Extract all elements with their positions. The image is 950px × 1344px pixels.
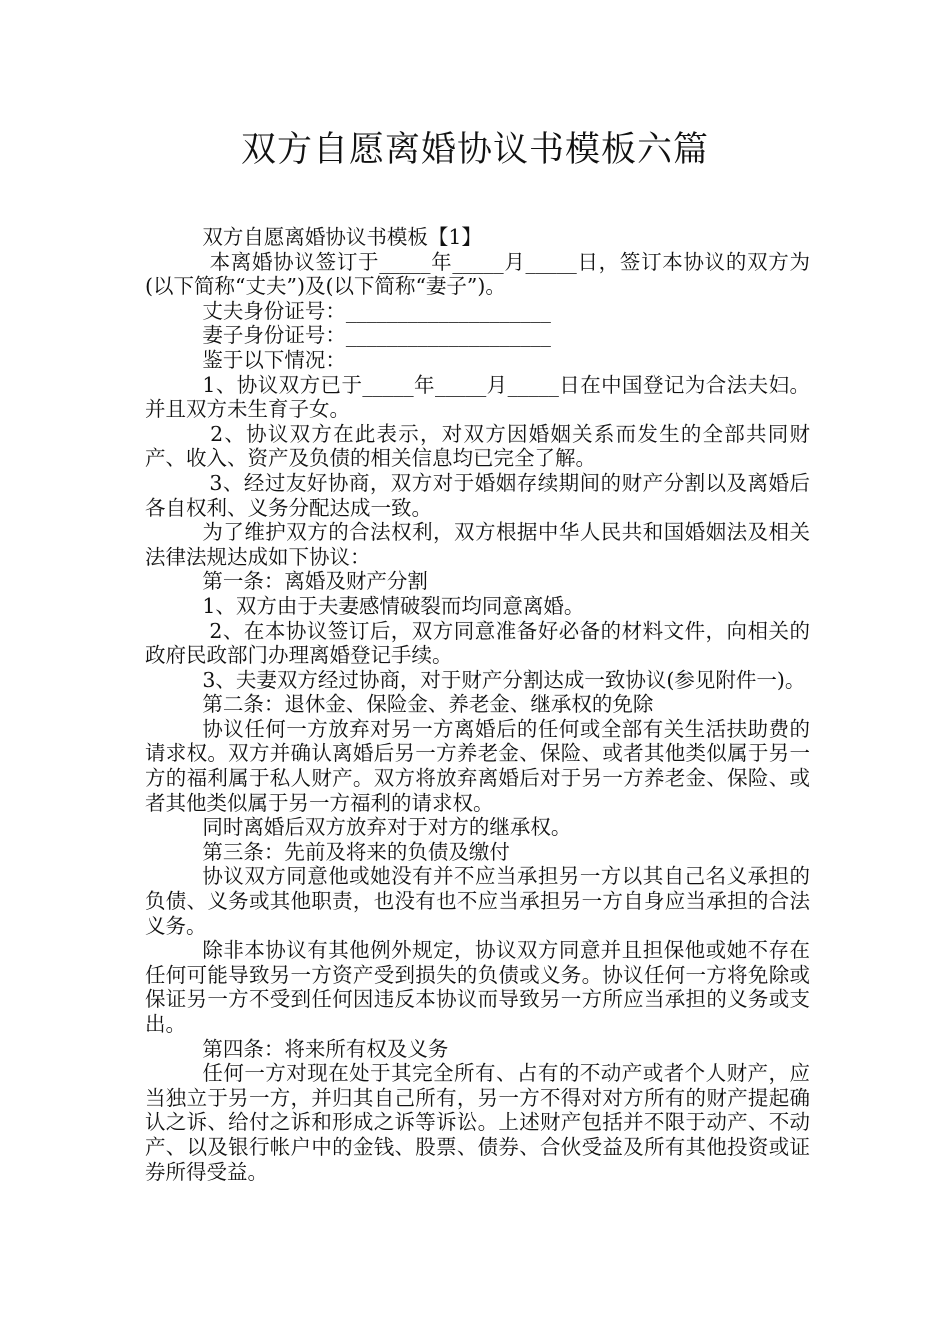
- article-paragraph: 同时离婚后双方放弃对于对方的继承权。: [202, 815, 572, 840]
- whereas-item: 3、经过友好协商，双方对于婚姻存续期间的财产分割以及离婚后各自权利、义务分配达成一致。: [145, 470, 810, 520]
- article-paragraph: 协议双方同意他或她没有并不应当承担另一方以其自己名义承担的负债、义务或其他职责，也没有也不应当承担另一方自身应当承担的合法义务。: [145, 864, 810, 938]
- article-heading: 第四条：将来所有权及义务: [202, 1036, 449, 1061]
- document-body: [145, 225, 810, 1184]
- husband-id-line: 丈夫身份证号：____________________: [202, 298, 551, 323]
- article-item: 1、双方由于夫妻感情破裂而均同意离婚。: [202, 593, 585, 618]
- article-heading: 第三条：先前及将来的负债及缴付: [202, 839, 510, 864]
- article-paragraph: 任何一方对现在处于其完全所有、占有的不动产或者个人财产，应当独立于另一方，并归其自己所有，另一方不得对对方所有的财产提起确认之诉、给付之诉和形成之诉等诉讼。上述财产包括并不限于动产、不动产、以及银行帐户中的金钱、股票、债券、合伙受益及所有其他投资或证券所得受益。: [145, 1061, 810, 1184]
- wife-id-line: 妻子身份证号：____________________: [202, 323, 551, 348]
- article-item: 3、夫妻双方经过协商，对于财产分割达成一致协议(参见附件一)。: [202, 667, 806, 692]
- article-paragraph: 除非本协议有其他例外规定，协议双方同意并且担保他或她不存在任何可能导致另一方资产受到损失的负债或义务。协议任何一方将免除或保证另一方不受到任何因违反本协议而导致另一方所应当承担的义务或支出。: [145, 938, 810, 1036]
- preamble-paragraph: 为了维护双方的合法权利，双方根据中华人民共和国婚姻法及相关法律法规达成如下协议：: [145, 520, 810, 569]
- document-title: 双方自愿离婚协议书模板六篇: [240, 130, 709, 170]
- article-heading: 第一条：离婚及财产分割: [202, 569, 428, 594]
- whereas-item: 1、协议双方已于_____年_____月_____日在中国登记为合法夫妇。并且双方未生育子女。: [145, 372, 810, 422]
- agreement-intro-paragraph: 本离婚协议签订于_____年_____月_____日，签订本协议的双方为(以下简称“丈夫”)及(以下简称“妻子”)。: [145, 249, 810, 299]
- section-heading: 双方自愿离婚协议书模板【1】: [202, 225, 482, 249]
- article-item: 2、在本协议签订后，双方同意准备好必备的材料文件，向相关的政府民政部门办理离婚登记手续。: [145, 618, 810, 668]
- whereas-item: 2、协议双方在此表示，对双方因婚姻关系而发生的全部共同财产、收入、资产及负债的相关信息均已完全了解。: [145, 421, 810, 471]
- article-paragraph: 协议任何一方放弃对另一方离婚后的任何或全部有关生活扶助费的请求权。双方并确认离婚后另一方养老金、保险、或者其他类似属于另一方的福利属于私人财产。双方将放弃离婚后对于另一方养老金、保险、或者其他类似属于另一方福利的请求权。: [145, 716, 810, 815]
- article-heading: 第二条：退休金、保险金、养老金、继承权的免除: [202, 692, 654, 717]
- whereas-heading: 鉴于以下情况：: [202, 347, 346, 372]
